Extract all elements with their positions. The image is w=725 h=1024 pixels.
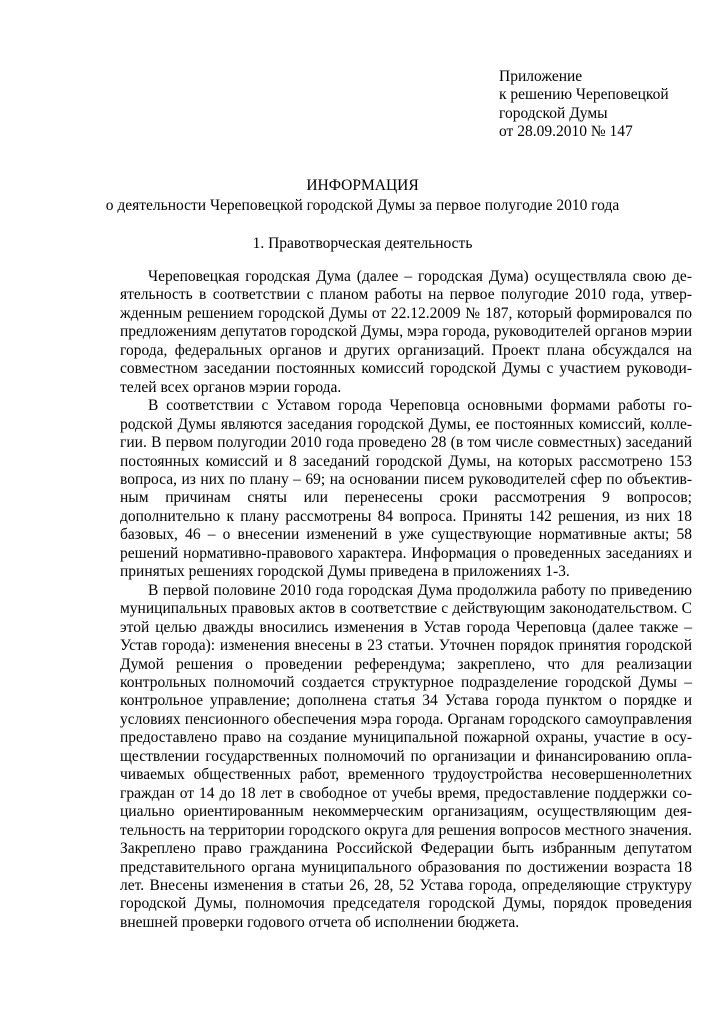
- body-paragraph: В первой половине 2010 года городская Дума продолжила работу по приведению муниципальных правовых актов в соответствие с действующим законодательством. С этой целью дважды вносились изменения в Устав города Череповца (далее также – Устав города): изменения внесены в 23 статьи. Уточнен порядок принятия городской Думой решения о проведении референдума; закреплено, что для реализации контрольных полномочий создается структурное подразделение городской Думы – контрольное управление; дополнена статья 34 Устава города пунктом о порядке и условиях пенсионного обеспечения мэра города. Органам городского самоуправления предоставлено право на создание муниципальной пожарной охраны, участие в осуществлении государственных полномочий по организации и финансированию оплачиваемых общественных работ, временного трудоустройства несовершеннолетних граждан от 14 до 18 лет в свободное от учебы время, предоставление поддержки социально ориентированным некоммерческим организациям, осуществляющим деятельность на территории городского округа для решения вопросов местного значения. Закреплено право гражданина Российской Федерации быть избранным депутатом представительного органа муниципального образования по достижении возраста 18 лет. Внесены изменения в статьи 26, 28, 52 Устава города, определяющие структуру городской Думы, полномочия председателя городской Думы, порядок проведения внешней проверки годового отчета об исполнении бюджета.: [120, 581, 692, 931]
- appendix-line: городской Думы: [499, 104, 608, 122]
- appendix-reference: [499, 68, 709, 142]
- body-paragraph: Череповецкая городская Дума (далее – городская Дума) осуществляла свою деятельность в соответствии с планом работы на первое полугодие 2010 года, утвержденным решением городской Думы от 22.12.2009 № 187, который формировался по предложениям депутатов городской Думы, мэра города, руководителей органов мэрии города, федеральных органов и других организаций. Проект плана обсуждался на совместном заседании постоянных комиссий городской Думы с участием руководителей всех органов мэрии города.: [120, 268, 692, 396]
- appendix-line: к решению Череповецкой: [499, 86, 669, 104]
- body-paragraph: В соответствии с Уставом города Череповца основными формами работы городской Думы являются заседания городской Думы, ее постоянных комиссий, коллегии. В первом полугодии 2010 года проведено 28 (в том числе совместных) заседаний постоянных комиссий и 8 заседаний городской Думы, на которых рассмотрено 153 вопроса, из них по плану – 69; на основании писем руководителей сфер по объективным причинам сняты или перенесены сроки рассмотрения 9 вопросов; дополнительно к плану рассмотрены 84 вопроса. Приняты 142 решения, из них 18 базовых, 46 – о внесении изменений в уже существующие нормативные акты; 58 решений нормативно-правового характера. Информация о проведенных заседаниях и принятых решениях городской Думы приведена в приложениях 1-3.: [120, 397, 692, 581]
- appendix-line: Приложение: [499, 68, 583, 85]
- section-heading: 1. Правотворческая деятельность: [252, 235, 473, 252]
- appendix-line: от 28.09.2010 № 147: [499, 123, 633, 141]
- document-body: [120, 268, 692, 932]
- document-title: ИНФОРМАЦИЯ: [306, 177, 419, 194]
- document-subtitle: о деятельности Череповецкой городской Думы за первое полугодие 2010 года: [105, 197, 620, 214]
